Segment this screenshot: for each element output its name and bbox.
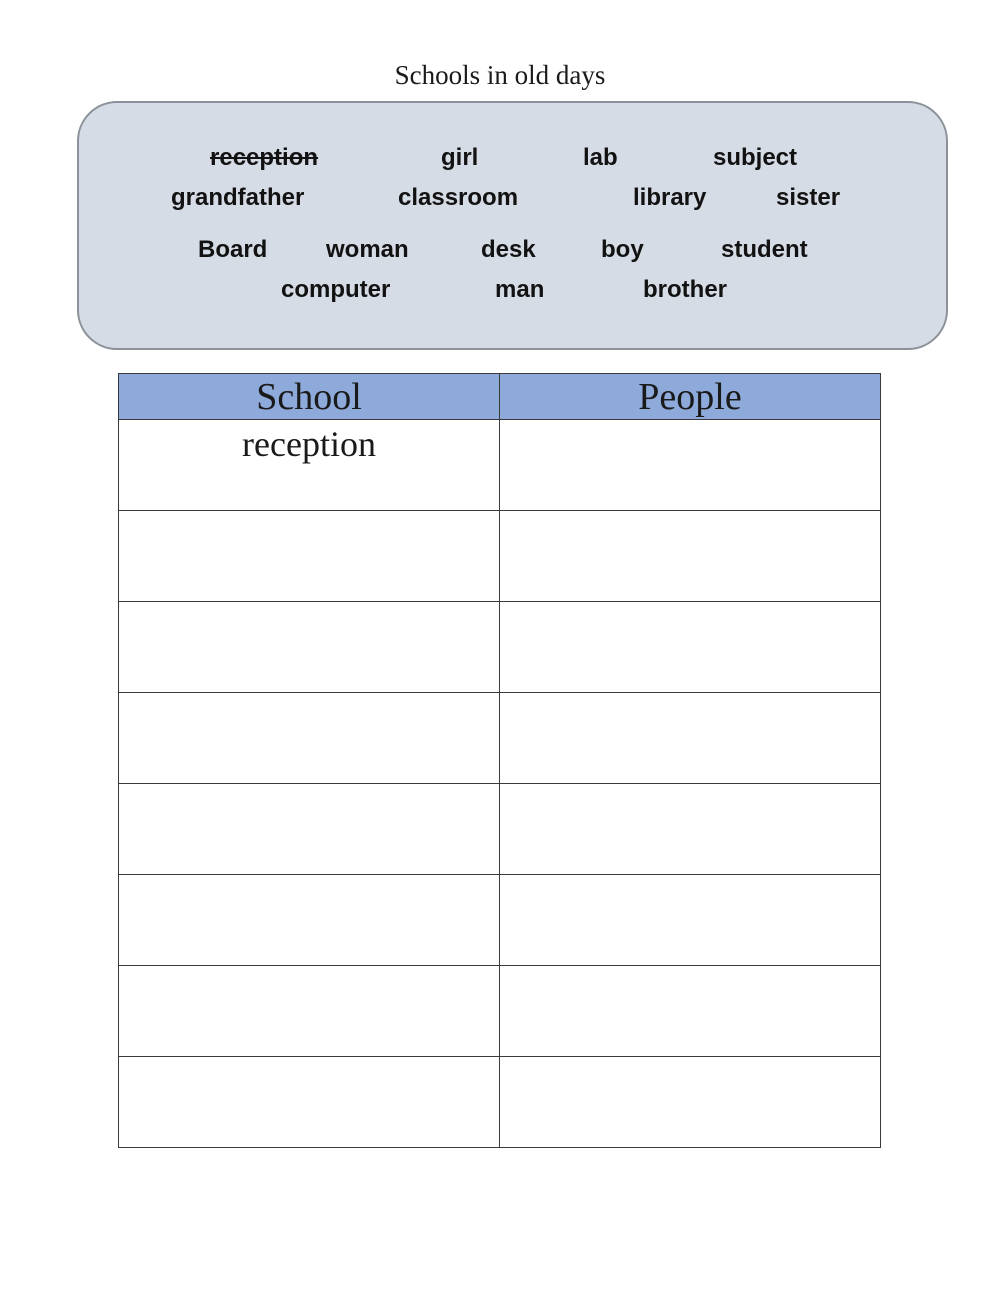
word-bank-item[interactable]: reception [210, 144, 319, 171]
word-bank-item[interactable]: woman [326, 236, 409, 263]
cell-text [500, 420, 880, 424]
cell-text [119, 966, 499, 970]
cell-text [500, 966, 880, 970]
people-cell[interactable] [500, 420, 881, 511]
cell-text [119, 875, 499, 879]
word-bank-item[interactable]: man [495, 276, 545, 303]
table-row [119, 511, 881, 602]
school-cell[interactable] [119, 602, 500, 693]
word-bank-item[interactable]: girl [441, 144, 479, 171]
column-header-people: People [500, 374, 881, 420]
cell-text [119, 784, 499, 788]
word-bank-item[interactable]: library [633, 184, 707, 211]
cell-text [500, 1057, 880, 1061]
school-cell[interactable] [119, 784, 500, 875]
column-header-school: School [119, 374, 500, 420]
word-bank-item[interactable]: brother [643, 276, 727, 303]
people-cell[interactable] [500, 784, 881, 875]
people-cell[interactable] [500, 875, 881, 966]
cell-text [500, 511, 880, 515]
table-row [119, 875, 881, 966]
school-cell[interactable] [119, 966, 500, 1057]
word-bank-item[interactable]: subject [713, 144, 798, 171]
cell-text [119, 602, 499, 606]
word-bank [77, 101, 948, 350]
cell-text: reception [242, 424, 376, 464]
people-cell[interactable] [500, 511, 881, 602]
word-bank-item[interactable]: computer [281, 276, 391, 303]
people-cell[interactable] [500, 966, 881, 1057]
school-cell[interactable] [119, 1057, 500, 1148]
cell-text [500, 693, 880, 697]
word-bank-item[interactable]: desk [481, 236, 536, 263]
word-bank-item[interactable]: lab [583, 144, 618, 171]
people-cell[interactable] [500, 1057, 881, 1148]
cell-text [500, 784, 880, 788]
word-bank-item[interactable]: Board [198, 236, 268, 263]
word-bank-item[interactable]: sister [776, 184, 841, 211]
sorting-table [118, 373, 881, 1148]
cell-text [500, 602, 880, 606]
cell-text [119, 693, 499, 697]
word-bank-item[interactable]: boy [601, 236, 644, 263]
table-row [119, 602, 881, 693]
school-cell[interactable] [119, 511, 500, 602]
word-bank-item[interactable]: student [721, 236, 808, 263]
people-cell[interactable] [500, 602, 881, 693]
table-row [119, 966, 881, 1057]
people-cell[interactable] [500, 693, 881, 784]
table-row [119, 420, 881, 511]
table-row [119, 693, 881, 784]
cell-text [119, 511, 499, 515]
school-cell[interactable] [119, 875, 500, 966]
school-cell[interactable] [119, 420, 500, 511]
table-row [119, 1057, 881, 1148]
page-title: Schools in old days [394, 60, 606, 90]
table-row [119, 784, 881, 875]
cell-text [500, 875, 880, 879]
word-bank-item[interactable]: classroom [398, 184, 519, 211]
word-bank-item[interactable]: grandfather [171, 184, 305, 211]
school-cell[interactable] [119, 693, 500, 784]
cell-text [119, 1057, 499, 1061]
table-header-row [119, 374, 881, 420]
